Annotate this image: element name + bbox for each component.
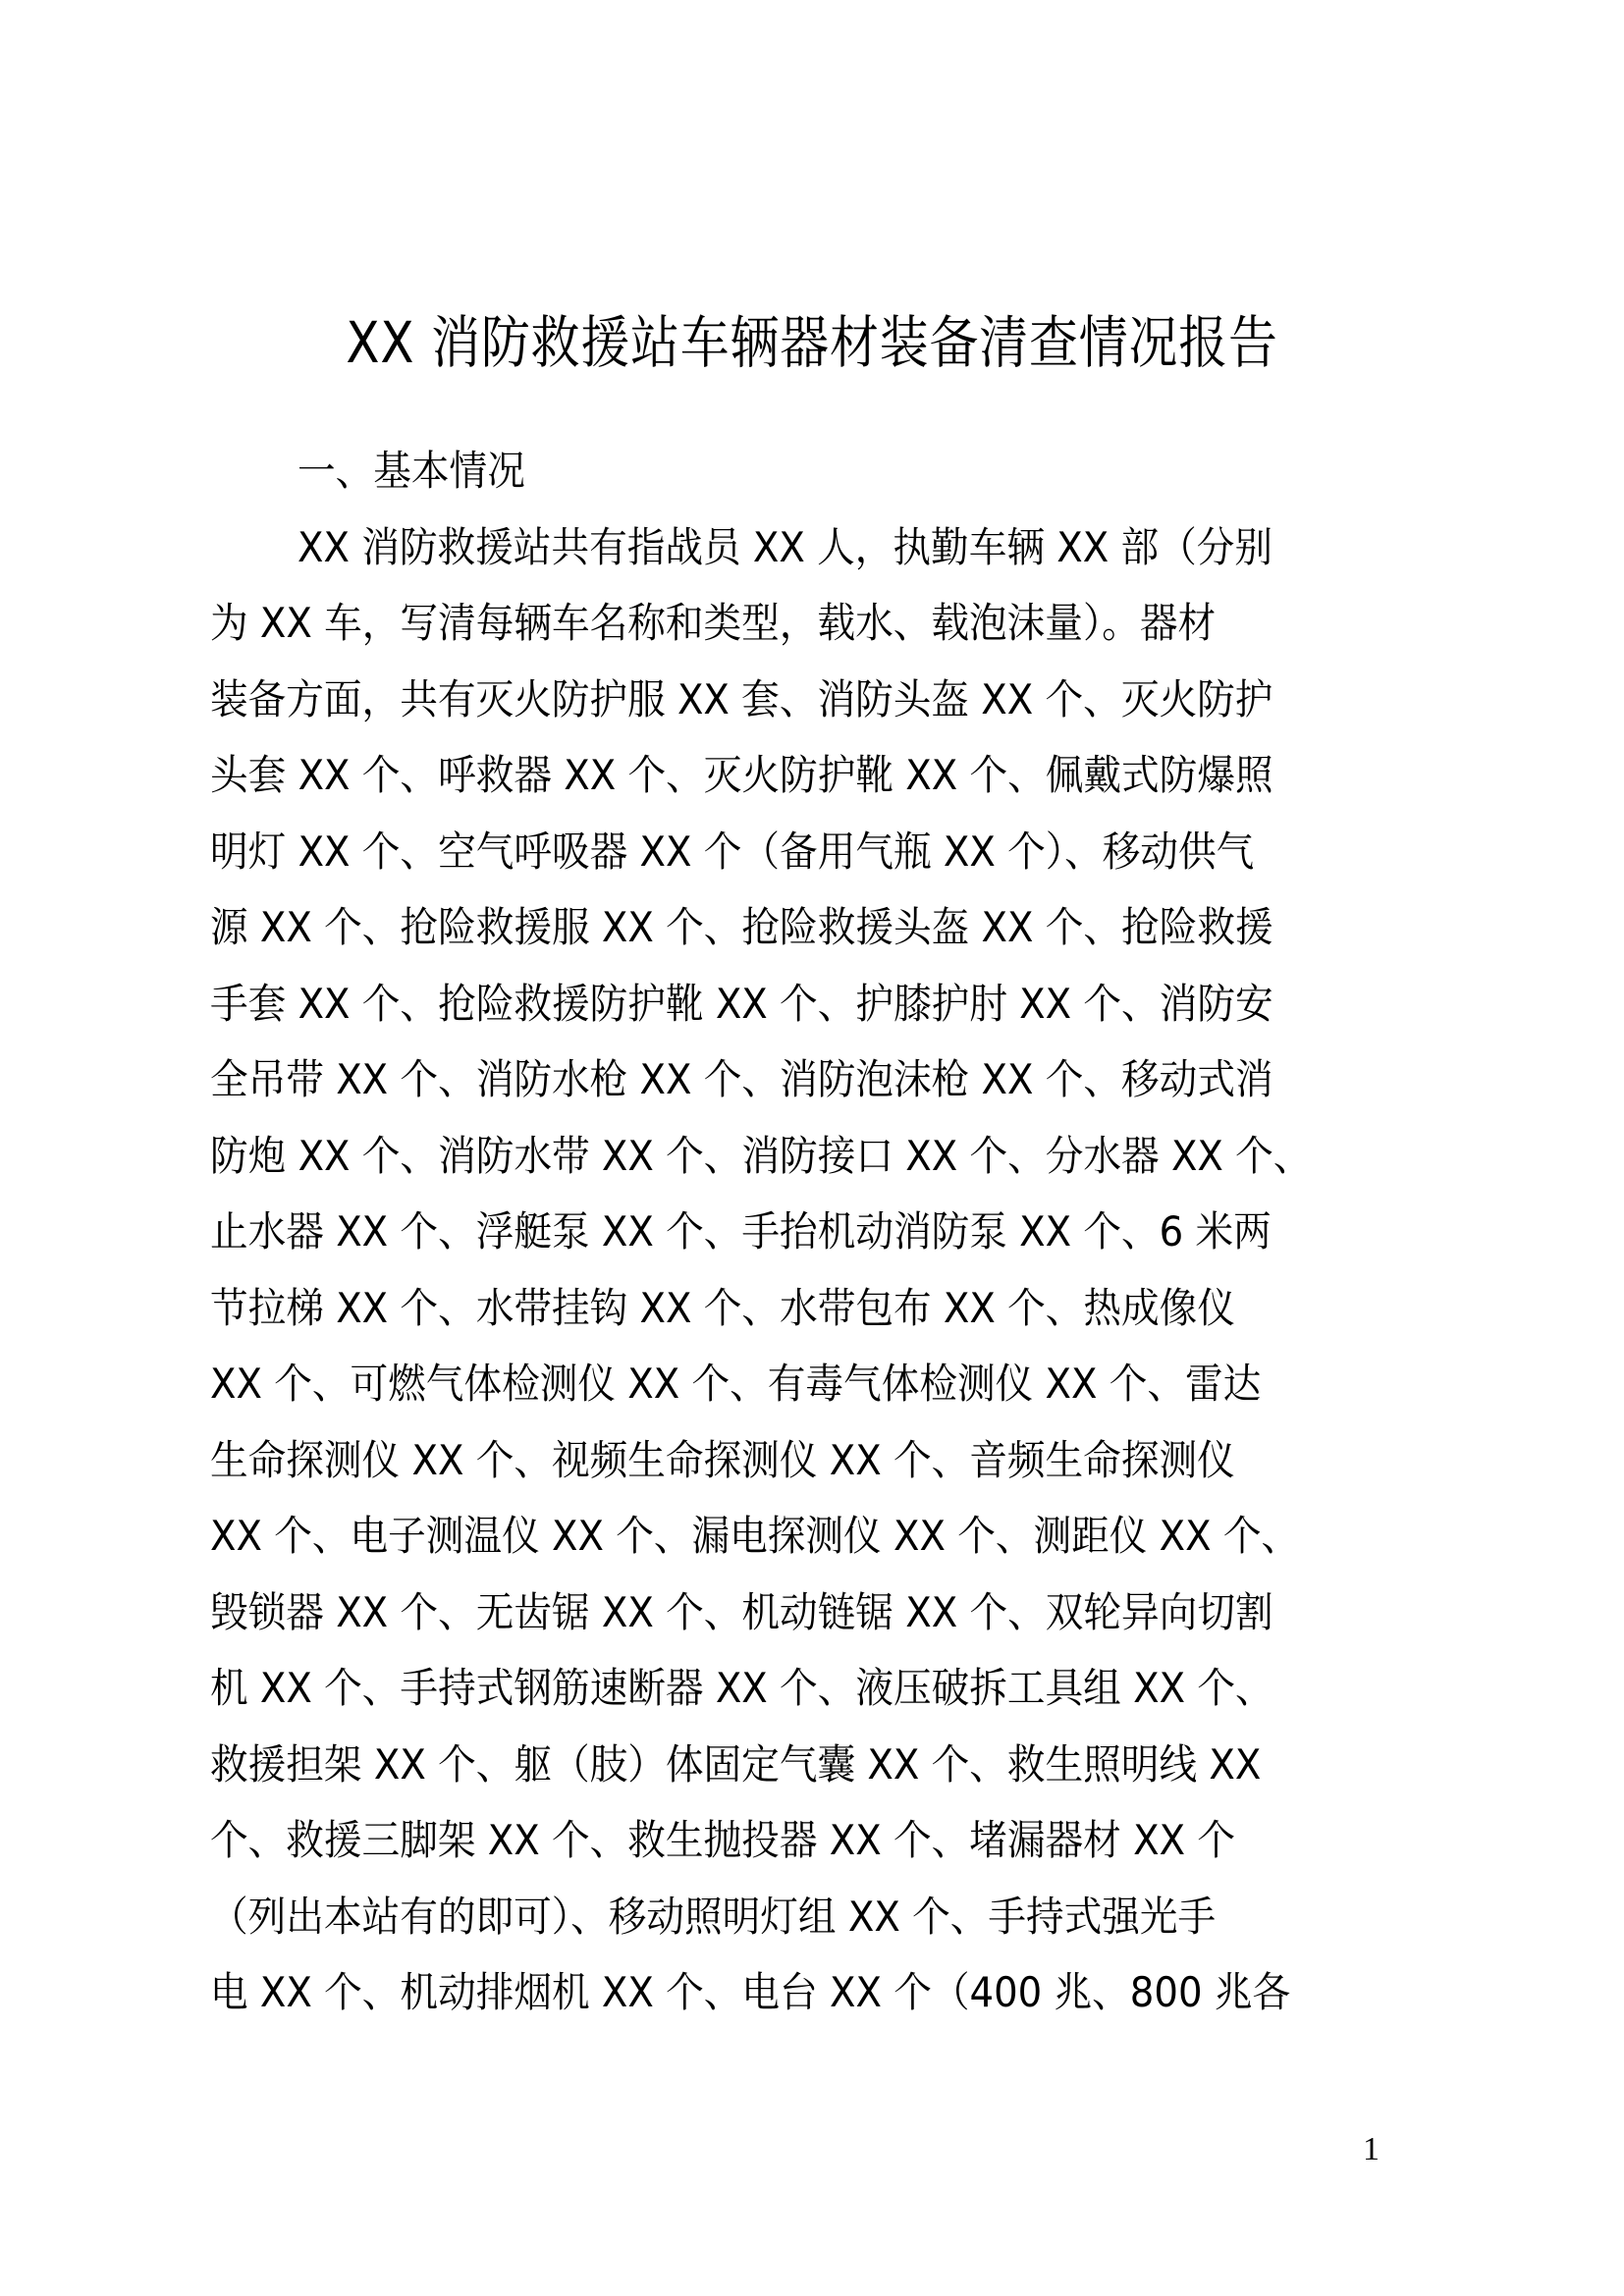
paragraph-line: 为 XX 车，写清每辆车名称和类型，载水、载泡沫量）。器材 [210,599,1217,647]
paragraph-line: 生命探测仪 XX 个、视频生命探测仪 XX 个、音频生命探测仪 [210,1435,1235,1484]
paragraph-line: 节拉梯 XX 个、水带挂钩 XX 个、水带包布 XX 个、热成像仪 [210,1283,1235,1332]
paragraph-line: 个、救援三脚架 XX 个、救生抛投器 XX 个、堵漏器材 XX 个 [210,1816,1235,1864]
paragraph-line: 装备方面，共有灭火防护服 XX 套、消防头盔 XX 个、灭火防护 [210,674,1273,723]
paragraph-line: （列出本站有的即可）、移动照明灯组 XX 个、手持式强光手 [210,1892,1217,1941]
paragraph-line: 救援担架 XX 个、躯（肢）体固定气囊 XX 个、救生照明线 XX [210,1739,1262,1789]
paragraph-line: 毁锁器 XX 个、无齿锯 XX 个、机动链锯 XX 个、双轮异向切割 [210,1587,1273,1636]
paragraph-line: XX 个、电子测温仪 XX 个、漏电探测仪 XX 个、测距仪 XX 个、 [210,1512,1300,1560]
paragraph-line: 防炮 XX 个、消防水带 XX 个、消防接口 XX 个、分水器 XX 个、 [210,1131,1312,1180]
section-heading: 一、基本情况 [298,447,525,495]
paragraph-line: 头套 XX 个、呼救器 XX 个、灭火防护靴 XX 个、佩戴式防爆照 [210,751,1273,799]
paragraph-line: 全吊带 XX 个、消防水枪 XX 个、消防泡沫枪 XX 个、移动式消 [210,1055,1273,1103]
page-number: 1 [1363,2131,1380,2167]
paragraph-line: XX 消防救援站共有指战员 XX 人，执勤车辆 XX 部（分别 [298,522,1273,571]
paragraph-line: 明灯 XX 个、空气呼吸器 XX 个（备用气瓶 XX 个）、移动供气 [210,827,1255,876]
paragraph-line: 电 XX 个、机动排烟机 XX 个、电台 XX 个（400 兆、800 兆各 [210,1968,1291,2016]
paragraph-line: 手套 XX 个、抢险救援防护靴 XX 个、护膝护肘 XX 个、消防安 [210,979,1273,1028]
document-title: XX 消防救援站车辆器材装备清查情况报告 [346,309,1278,376]
paragraph-line: 止水器 XX 个、浮艇泵 XX 个、手抬机动消防泵 XX 个、6 米两 [210,1207,1272,1255]
paragraph-line: 源 XX 个、抢险救援服 XX 个、抢险救援头盔 XX 个、抢险救援 [210,903,1273,951]
paragraph-line: 机 XX 个、手持式钢筋速断器 XX 个、液压破拆工具组 XX 个、 [210,1664,1273,1712]
paragraph-line: XX 个、可燃气体检测仪 XX 个、有毒气体检测仪 XX 个、雷达 [210,1360,1262,1408]
document-body [210,433,1414,2031]
